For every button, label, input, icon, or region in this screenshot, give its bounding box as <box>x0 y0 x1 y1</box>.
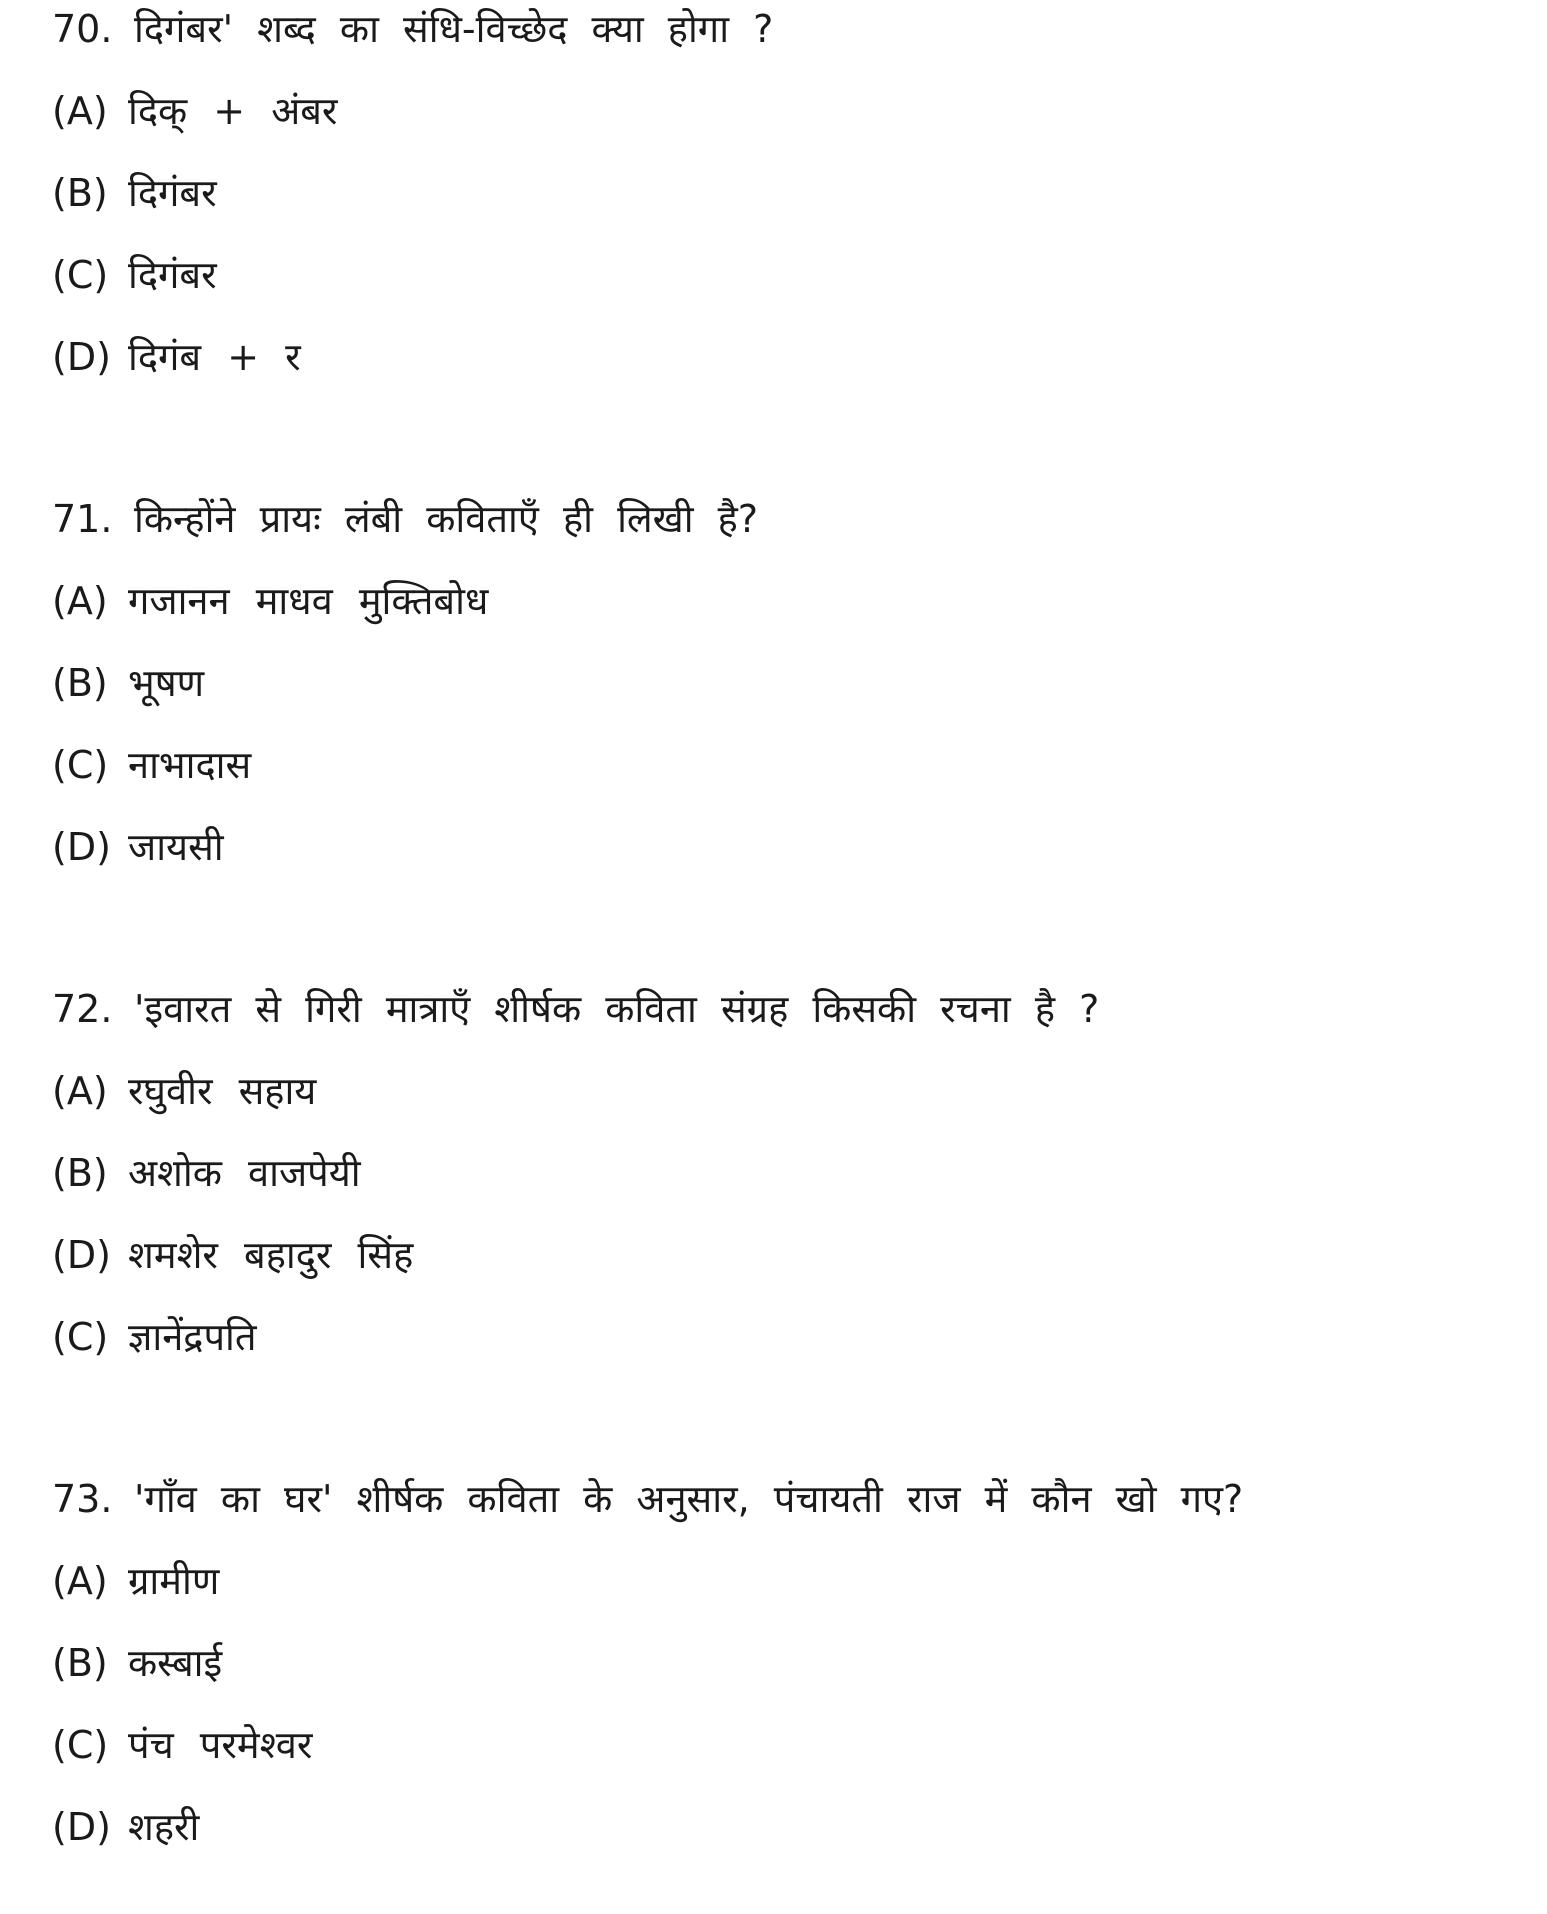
option-b[interactable] <box>52 1132 1492 1214</box>
option-a[interactable] <box>52 1540 1492 1622</box>
option-key: (B) <box>52 171 108 215</box>
option-text: भूषण <box>128 661 205 705</box>
question-number: 71. <box>52 497 113 541</box>
option-d[interactable] <box>52 316 1492 398</box>
option-key: (D) <box>52 1233 111 1277</box>
option-text: कस्बाई <box>128 1641 223 1685</box>
option-b[interactable] <box>52 642 1492 724</box>
option-key: (B) <box>52 661 108 705</box>
option-text: शहरी <box>128 1805 200 1849</box>
option-key: (B) <box>52 1151 108 1195</box>
question-stem <box>52 478 1492 560</box>
option-key: (A) <box>52 1559 108 1603</box>
option-key: (A) <box>52 1069 108 1113</box>
option-text: जायसी <box>128 825 224 869</box>
option-text: ज्ञानेंद्रपति <box>128 1315 257 1359</box>
option-d[interactable] <box>52 1786 1492 1868</box>
option-d[interactable] <box>52 1214 1492 1296</box>
option-text: गजानन माधव मुक्तिबोध <box>128 579 489 623</box>
option-c[interactable] <box>52 724 1492 806</box>
option-text: शमशेर बहादुर सिंह <box>128 1233 414 1277</box>
option-text: दिगंबर <box>128 253 217 297</box>
question-number: 70. <box>52 7 113 51</box>
option-key: (D) <box>52 825 111 869</box>
option-key: (D) <box>52 335 111 379</box>
option-b[interactable] <box>52 152 1492 234</box>
option-text: पंच परमेश्वर <box>128 1723 313 1767</box>
option-text: ग्रामीण <box>128 1559 220 1603</box>
option-key: (C) <box>52 253 109 297</box>
option-text: रघुवीर सहाय <box>128 1069 317 1113</box>
question-70 <box>52 0 1492 398</box>
question-text: 'गाँव का घर' शीर्षक कविता के अनुसार, पंचायती राज में कौन खो गए? <box>134 1477 1244 1521</box>
option-key: (C) <box>52 1723 109 1767</box>
question-72 <box>52 968 1492 1378</box>
question-stem <box>52 1458 1492 1540</box>
question-71 <box>52 478 1492 888</box>
option-c[interactable] <box>52 234 1492 316</box>
option-a[interactable] <box>52 1050 1492 1132</box>
question-text: किन्होंने प्रायः लंबी कविताएँ ही लिखी है? <box>134 497 759 541</box>
question-number: 73. <box>52 1477 113 1521</box>
option-key: (C) <box>52 1315 109 1359</box>
option-key: (A) <box>52 579 108 623</box>
question-73 <box>52 1458 1492 1868</box>
option-a[interactable] <box>52 560 1492 642</box>
option-a[interactable] <box>52 70 1492 152</box>
option-d[interactable] <box>52 806 1492 888</box>
option-text: दिगंबर <box>128 171 217 215</box>
option-text: नाभादास <box>128 743 252 787</box>
option-text: अशोक वाजपेयी <box>128 1151 361 1195</box>
option-b[interactable] <box>52 1622 1492 1704</box>
option-key: (A) <box>52 89 108 133</box>
option-key: (B) <box>52 1641 108 1685</box>
option-text: दिगंब + र <box>128 335 301 379</box>
option-c[interactable] <box>52 1704 1492 1786</box>
question-text: दिगंबर' शब्द का संधि-विच्छेद क्या होगा ? <box>134 7 774 51</box>
question-number: 72. <box>52 987 113 1031</box>
question-stem <box>52 968 1492 1050</box>
option-c[interactable] <box>52 1296 1492 1378</box>
option-key: (D) <box>52 1805 111 1849</box>
question-stem <box>52 0 1492 70</box>
option-key: (C) <box>52 743 109 787</box>
option-text: दिक् + अंबर <box>128 89 338 133</box>
question-text: 'इवारत से गिरी मात्राएँ शीर्षक कविता संग्रह किसकी रचना है ? <box>134 987 1100 1031</box>
